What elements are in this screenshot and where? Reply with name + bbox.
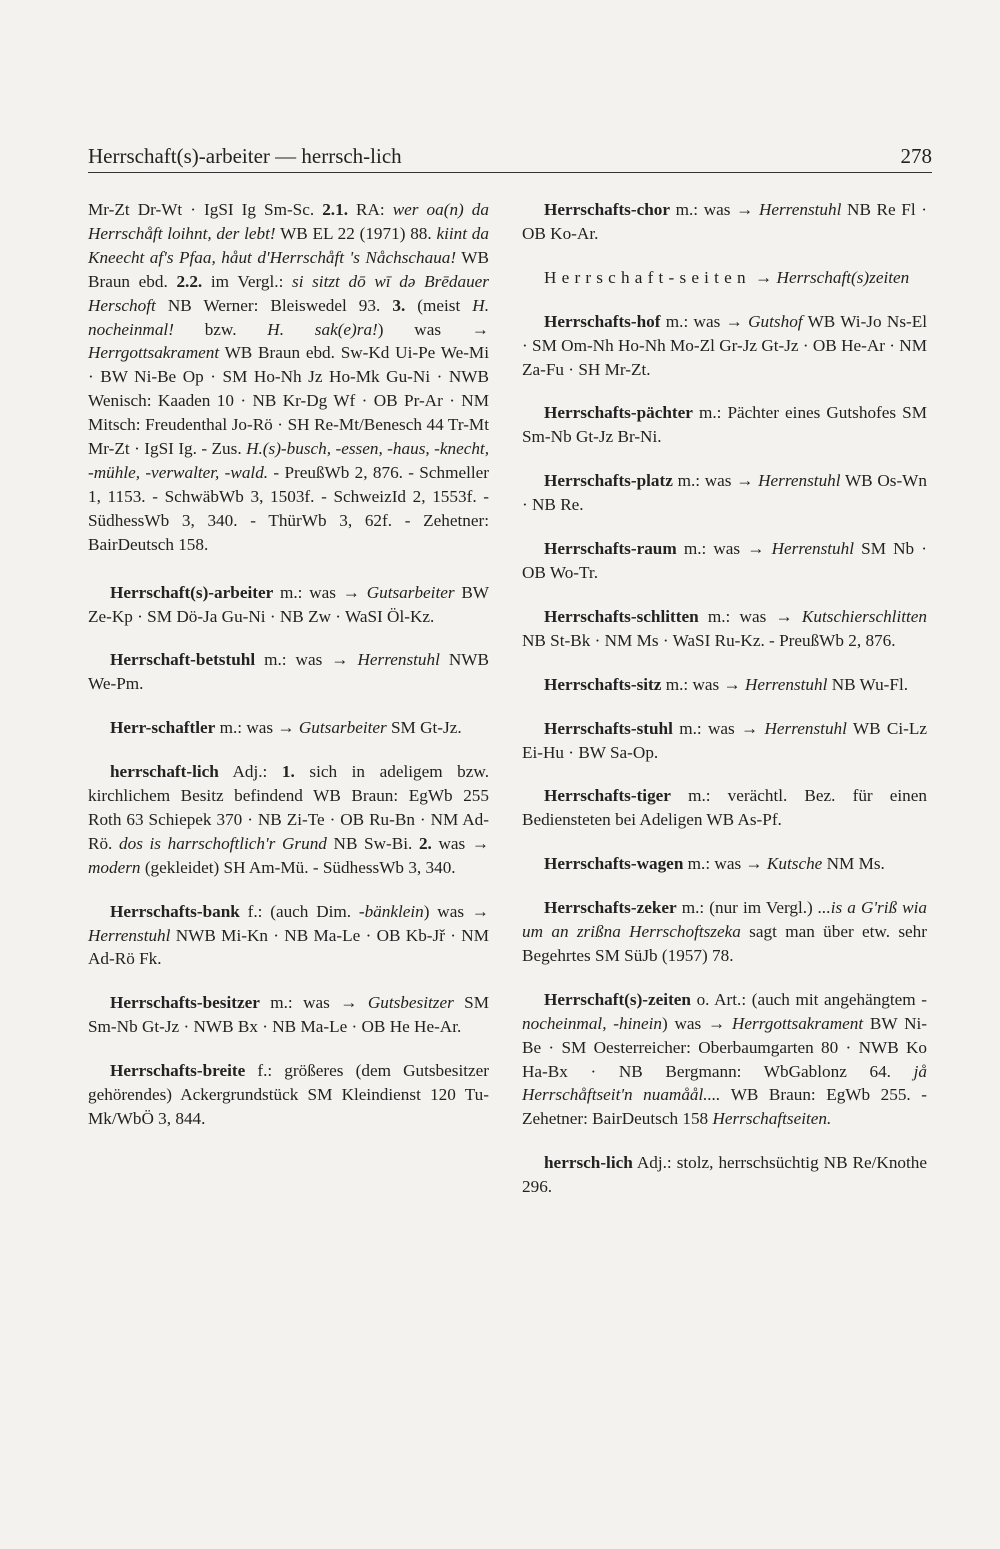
entry-text: SM Sm-Nb Gt-Jz · NWB Bx · NB Ma-Le · OB He He-Ar. — [88, 993, 490, 1037]
entry-text: m.: was → — [683, 854, 767, 874]
entry-text: NM Ms. — [822, 854, 885, 874]
entry-text: m.: was → — [273, 582, 367, 602]
dictionary-entry — [522, 537, 927, 585]
entry-text: (gekleidet) SH Am-Mü. - SüdhessWb 3, 340. — [140, 857, 456, 877]
entry-text: m.: was → — [698, 606, 802, 626]
entry-text: NB Sw-Bi. — [326, 833, 419, 853]
entry-text: WB Ci-Lz Ei-Hu · BW Sa-Op. — [522, 718, 928, 762]
entry-text: im Vergl.: — [202, 271, 292, 291]
dictionary-entry — [522, 896, 927, 968]
dictionary-entry — [522, 988, 927, 1131]
entry-text: Adj.: stolz, herrschsüchtig NB Re/Knothe 296. — [522, 1153, 927, 1197]
entry-text: m.: was → — [255, 650, 358, 670]
italic-text: kiint da Kneecht af's Pfaa, håut d'Herrschåft 's Nåchschaua! — [88, 223, 489, 267]
entry-text: WB Braun ebd. — [88, 247, 489, 291]
entry-text: m.: (nur im Vergl.) — [676, 898, 818, 918]
headword: Herrschafts-tiger — [544, 786, 671, 806]
entry-text: f.: (auch Dim. — [239, 901, 359, 921]
dictionary-entry — [88, 760, 489, 880]
headword: Herrschafts-hof — [544, 311, 661, 331]
dictionary-entry — [88, 581, 489, 629]
italic-text: Herrschaftseiten. — [712, 1109, 832, 1129]
italic-text: ...is a G'riß wia um an zrißna Herrschoftszeka — [522, 898, 927, 942]
italic-text: Herrschaft(s)zeiten — [776, 267, 910, 287]
italic-text: Herrenstuhl — [764, 718, 847, 738]
italic-text: Herrenstuhl — [758, 471, 841, 491]
italic-text: Herrenstuhl — [88, 925, 171, 945]
headword: Herrschafts-besitzer — [110, 993, 260, 1013]
italic-text: H. nocheinmal! — [88, 295, 489, 339]
entry-text: BW Ni-Be · SM Oesterreicher: Oberbaumgarten 80 · NWB Ko Ha-Bx · NB Bergmann: WbGablonz 64. — [522, 1013, 927, 1081]
headword: Herr-schaftler — [110, 718, 216, 738]
entry-text: (meist — [405, 295, 473, 315]
headword-spaced: Herrschaft-seiten — [544, 267, 751, 287]
entry-text: sich in adeligem bzw. kirchlichem Besitz befindend WB Braun: EgWb 255 Roth 63 Schiepek 370 · NB Zi-Te · OB Ru-Bn · NM Ad-Rö. — [88, 762, 489, 853]
headword: Herrschafts-bank — [110, 901, 240, 921]
entry-text: BW Ze-Kp · SM Dö-Ja Gu-Ni · NB Zw · WaSI Öl-Kz. — [88, 582, 489, 626]
left-column — [88, 198, 489, 1151]
entry-text: WB EL 22 (1971) 88. — [275, 223, 437, 243]
italic-text: -nocheinmal, -hinein — [522, 989, 927, 1033]
entry-text: bzw. — [173, 319, 268, 339]
entry-text: NB Re Fl · OB Ko-Ar. — [522, 200, 928, 243]
headword: Herrschafts-chor — [544, 200, 670, 219]
entry-text: m.: was → — [660, 311, 749, 331]
entry-text: SM Nb · OB Wo-Tr. — [522, 539, 928, 582]
entry-text: m.: was → — [259, 993, 368, 1013]
entry-text: Adj.: — [218, 762, 282, 782]
dictionary-entry — [522, 310, 927, 382]
entry-text: WB Braun ebd. Sw-Kd Ui-Pe We-Mi · BW Ni-Be Op · SM Ho-Nh Jz Ho-Mk Gu-Ni · NWB Wenisch: Kaaden 10 · NB Kr-Dg Wf · OB Pr-Ar · NM Mitsch: Freudenthal Jo-Rö · SH Re-Mt/Benesch 44 Tr-Mt Mr-Zt · IgSI Ig. - Zus. — [88, 343, 489, 459]
running-header — [88, 144, 932, 173]
entry-text: m.: was → — [215, 718, 299, 738]
headword: 3. — [392, 295, 406, 315]
headword: Herrschafts-breite — [110, 1061, 246, 1081]
entry-text: ) was → — [423, 901, 489, 921]
entry-text: - PreußWb 2, 876. - Schmeller 1, 1153. - SchwäbWb 3, 1503f. - SchweizId 2, 1553f. - SüdhessWb 3, 340. - ThürWb 3, 62f. - Zehetner: BairDeutsch 158. — [88, 462, 489, 554]
italic-text: Herrgottsakrament — [731, 1013, 864, 1033]
dictionary-entry — [88, 716, 489, 740]
italic-text: dos is harrschoftlich'r Grund — [119, 833, 327, 853]
italic-text: wer oa(n) da Herrschåft loihnt, der lebt! — [88, 200, 489, 243]
italic-text: H.(s)-busch, -essen, -haus, -knecht, -mühle, -verwalter, -wald. — [88, 439, 489, 482]
headword: Herrschafts-platz — [544, 471, 673, 491]
dictionary-entry — [522, 266, 927, 290]
headword: Herrschaft(s)-arbeiter — [110, 582, 274, 602]
headword: Herrschafts-sitz — [544, 674, 662, 694]
entry-text: NWB Mi-Kn · NB Ma-Le · OB Kb-Jř · NM Ad-Rö Fk. — [88, 925, 489, 969]
entry-text: m.: was → — [672, 471, 759, 491]
headword: herrschaft-lich — [110, 762, 219, 782]
italic-text: Herrgottsakrament — [88, 343, 220, 363]
dictionary-entry — [522, 717, 927, 765]
entry-text: WB Wi-Jo Ns-El · SM Om-Nh Ho-Nh Mo-Zl Gr-Jz Gt-Jz · OB He-Ar · NM Za-Fu · SH Mr-Zt. — [522, 311, 928, 379]
entry-text: NWB We-Pm. — [88, 650, 489, 694]
headword: Herrschafts-pächter — [544, 403, 693, 423]
dictionary-entry — [88, 1059, 489, 1131]
italic-text: Herrenstuhl — [771, 539, 855, 559]
dictionary-entry — [522, 852, 927, 876]
dictionary-entry — [522, 673, 927, 697]
entry-text: ) was → — [661, 1013, 732, 1033]
headword: Herrschafts-wagen — [544, 854, 684, 874]
entry-text: m.: was → — [676, 539, 772, 559]
headword: Herrschafts-raum — [544, 539, 677, 559]
right-column — [522, 198, 927, 1219]
italic-text: -bänklein — [358, 901, 424, 921]
headword: herrsch-lich — [544, 1153, 633, 1173]
entry-text: m.: was → — [670, 200, 759, 219]
italic-text: Gutshof — [748, 311, 803, 331]
headword: Herrschafts-stuhl — [544, 718, 673, 738]
dictionary-entry — [522, 605, 927, 653]
entry-text: m.: Pächter eines Gutshofes SM Sm-Nb Gt-Jz Br-Ni. — [522, 403, 927, 447]
headword: Herrschafts-zeker — [544, 898, 677, 918]
entry-text: → — [750, 267, 777, 287]
headword: 1. — [281, 762, 295, 782]
italic-text: Gutsbesitzer — [367, 993, 454, 1013]
entry-text: m.: was → — [672, 718, 765, 738]
entry-text: o. Art.: (auch mit angehängtem — [690, 989, 922, 1009]
headword: Herrschafts-schlitten — [544, 606, 699, 626]
entry-text: ) was → — [377, 319, 489, 339]
entry-text: NB St-Bk · NM Ms · WaSI Ru-Kz. - PreußWb 2, 876. — [522, 630, 896, 650]
italic-text: Gutsarbeiter — [298, 718, 387, 738]
dictionary-entry — [522, 469, 927, 517]
italic-text: Herrenstuhl — [357, 650, 440, 670]
dictionary-entry — [88, 648, 489, 696]
entry-text: Mr-Zt Dr-Wt · IgSI Ig Sm-Sc. — [88, 200, 323, 219]
dictionary-entry — [88, 900, 489, 972]
italic-text: Gutsarbeiter — [366, 582, 455, 602]
entry-text: m.: was → — [661, 674, 745, 694]
entry-text: sagt man über etw. sehr Begehrtes SM SüJb (1957) 78. — [522, 922, 927, 965]
entry-text: RA: — [347, 200, 393, 219]
entry-text: WB Braun: EgWb 255. - Zehetner: BairDeutsch 158 — [522, 1085, 927, 1129]
entry-continuation — [88, 198, 489, 557]
italic-text: Herrenstuhl — [744, 674, 828, 694]
dictionary-entry — [522, 1151, 927, 1199]
page-number: 278 — [900, 144, 932, 168]
headword: Herrschaft-betstuhl — [110, 650, 256, 670]
headword: 2.1. — [322, 200, 348, 219]
italic-text: Herrenstuhl — [758, 200, 842, 219]
header-title: Herrschaft(s)-arbeiter — herrsch-lich — [88, 144, 402, 168]
dictionary-entry — [522, 784, 927, 832]
entry-text: NB Wu-Fl. — [827, 674, 909, 694]
headword: Herrschaft(s)-zeiten — [544, 989, 691, 1009]
entry-text: was → — [431, 833, 490, 853]
dictionary-entry — [522, 198, 927, 246]
entry-text: NB Werner: Bleiswedel 93. — [155, 295, 393, 315]
italic-text: modern — [88, 857, 141, 877]
italic-text: H. sak(e)ra! — [267, 319, 378, 339]
dictionary-entry — [88, 991, 489, 1039]
italic-text: si sitzt dō wī də Brēdauer Herschoft — [88, 271, 489, 315]
headword: 2.2. — [176, 271, 203, 291]
entry-text: SM Gt-Jz. — [386, 718, 462, 738]
italic-text: Kutsche — [766, 854, 823, 874]
italic-text: jå Herrschåftseit'n nuamåål.... — [522, 1061, 927, 1105]
dictionary-entry — [522, 401, 927, 449]
entry-text: WB Os-Wn · NB Re. — [522, 471, 927, 515]
entry-text: m.: verächtl. Bez. für einen Bediensteten bei Adeligen WB As-Pf. — [522, 786, 927, 830]
entry-text: f.: größeres (dem Gutsbesitzer gehörendes) Ackergrundstück SM Kleindienst 120 Tu-Mk/WbÖ 3, 844. — [88, 1061, 489, 1128]
italic-text: Kutschierschlitten — [801, 606, 927, 626]
headword: 2. — [418, 833, 432, 853]
